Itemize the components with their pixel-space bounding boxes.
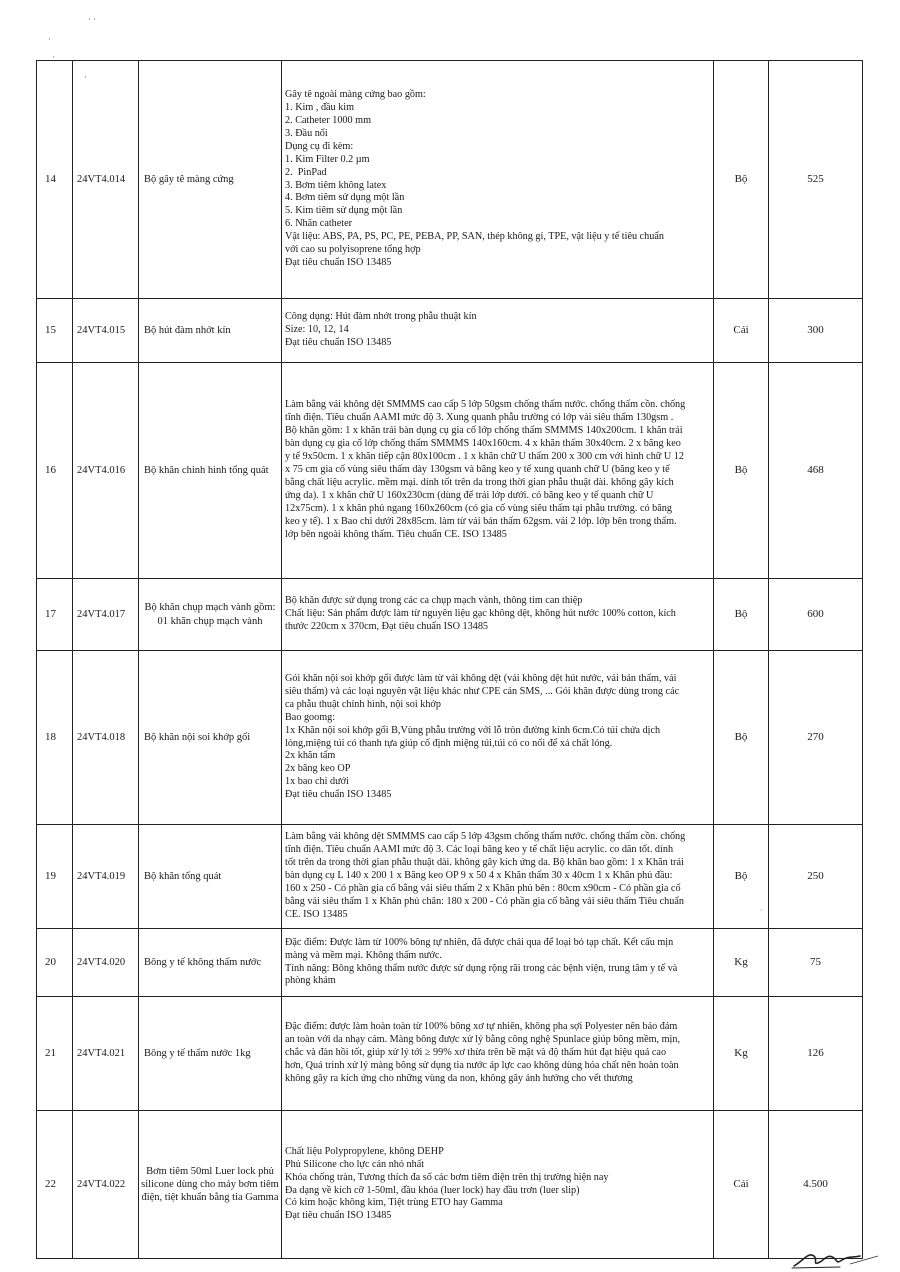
spec-line: CE. ISO 13485 [285, 908, 348, 920]
item-name: Bộ gây tê màng cứng [139, 61, 282, 299]
spec-line: siêu thấm) và các loại nguyên vật liệu khác như CPE cán SMS, ... Gói khăn được dùng trong các [285, 685, 680, 697]
item-specification [282, 1111, 714, 1259]
row-number: 17 [37, 579, 73, 651]
spec-line: Tính năng: Bông không thấm nước được sử dụng rộng rãi trong các bệnh viện, trung tâm y tế và [285, 962, 678, 974]
item-specification [282, 651, 714, 825]
spec-line: 6. Nhãn catheter [285, 218, 353, 230]
item-specification [282, 363, 714, 579]
item-quantity: 270 [769, 651, 863, 825]
scan-speck: · [52, 52, 55, 62]
spec-line: bàn dụng cụ gia cố lớp chống thấm SMMMS 140x160cm. 4 x khăn thấm 30x40cm. 2 x băng keo [285, 438, 681, 450]
spec-line: chắc và đàn hồi tốt, giúp xử lý tới ≥ 99% xơ thừa trên bề mặt và độ thấm hút đạt hiệu quả cao [285, 1047, 667, 1059]
signature-mark [790, 1244, 880, 1270]
item-code: 24VT4.020 [73, 929, 139, 997]
table-row [37, 997, 863, 1111]
item-unit: Cái [714, 299, 769, 363]
row-number: 16 [37, 363, 73, 579]
spec-line: Bộ khăn được sử dụng trong các ca chụp mạch vành, thông tim can thiệp [285, 595, 583, 607]
row-number: 21 [37, 997, 73, 1111]
scan-speck: · [760, 906, 763, 915]
spec-line: tĩnh điện. Tiêu chuẩn AAMI mức độ 3. Các loại băng keo y tế chất liệu acrylic. co dãn tốt. dính [285, 844, 674, 856]
spec-line: Làm bằng vải không dệt SMMMS cao cấp 5 lớp 50gsm chống thấm nước. chống thấm cồn. chống [285, 399, 686, 411]
spec-line: hơn, Quá trình xử lý màng bông sử dụng tia nước áp lực cao không dùng hóa chất nên hoàn toàn [285, 1059, 679, 1071]
item-unit: Bộ [714, 61, 769, 299]
item-code: 24VT4.018 [73, 651, 139, 825]
spec-line: Đạt tiêu chuẩn ISO 13485 [285, 789, 392, 801]
table-row [37, 825, 863, 929]
item-name: Bông y tế thấm nước 1kg [139, 997, 282, 1111]
spec-line: Chất liệu Polypropylene, không DEHP [285, 1145, 444, 1157]
spec-line: màng và mềm mại. Không thấm nước. [285, 949, 442, 961]
spec-line: Đạt tiêu chuẩn ISO 13485 [285, 257, 392, 269]
spec-line: ca phẫu thuật chỉnh hình, nội soi khớp [285, 698, 441, 710]
item-quantity: 126 [769, 997, 863, 1111]
scan-speck: · · [88, 14, 97, 24]
item-unit: Kg [714, 997, 769, 1111]
row-number: 19 [37, 825, 73, 929]
spec-line: tốt trên da trong thời gian phẫu thuật dài. không gây kích ứng da. Bộ khăn bao gồm: 1 x Khăn trải [285, 857, 684, 869]
spec-line: ứng da). 1 x khăn chữ U 160x230cm (dùng để trải lớp dưới. có băng keo y tế quanh chữ U [285, 489, 654, 501]
item-code: 24VT4.014 [73, 61, 139, 299]
spec-line: bằng vải siêu thấm 1 x Khăn phủ chân: 180 x 200 - Có phần gia cố bằng vải siêu thấm Tiêu chuẩn [285, 895, 684, 907]
spec-line: Đặc điểm: Được làm từ 100% bông tự nhiên, đã được chải qua để loại bỏ tạp chất. Kết cấu mịn [285, 936, 674, 948]
spec-line: với cao su polyisoprene tổng hợp [285, 244, 421, 256]
item-code: 24VT4.017 [73, 579, 139, 651]
spec-line: Có kim hoặc không kim, Tiệt trùng ETO hay Gamma [285, 1197, 503, 1209]
spec-line: lớp bên ngoài không thấm. Tiêu chuẩn CE. ISO 13485 [285, 528, 507, 540]
spec-line: keo y tế). 1 x Bao chi dưới 28x85cm. làm từ vải bán thấm 62gsm. vải 2 lớp. lớp bên trong thấm. [285, 515, 677, 527]
spec-line: Dụng cụ đi kèm: [285, 140, 354, 152]
spec-line: 1x Khăn nội soi khớp gối B,Vùng phẫu trường với lỗ tròn đường kính 6cm.Có túi chứa dịch [285, 724, 661, 736]
item-name: Bộ khăn tổng quát [139, 825, 282, 929]
item-name: Bơm tiêm 50ml Luer lock phủ silicone dùng cho máy bơm tiêm điện, tiệt khuẩn bằng tia Gamma [139, 1111, 282, 1259]
spec-line: 2x băng keo OP [285, 763, 351, 775]
row-number: 14 [37, 61, 73, 299]
spec-line: Size: 10, 12, 14 [285, 324, 349, 336]
item-quantity: 300 [769, 299, 863, 363]
spec-line: phòng khám [285, 975, 336, 987]
item-specification [282, 579, 714, 651]
item-unit: Bộ [714, 651, 769, 825]
spec-line: lỏng,miệng túi có thanh tựa giúp cố định miệng túi,túi có co nối để xả chất lỏng. [285, 737, 613, 749]
supplies-table-body [37, 61, 863, 1259]
spec-line: an toàn với da nhạy cảm. Màng bông được xử lý bằng công nghệ Spunlace giúp bông mềm, mịn, [285, 1034, 680, 1046]
table-row [37, 363, 863, 579]
supplies-table [36, 60, 863, 1259]
table-row [37, 1111, 863, 1259]
spec-line: Công dụng: Hút đàm nhớt trong phẫu thuật kín [285, 311, 477, 323]
item-specification [282, 299, 714, 363]
spec-line: 2x khăn tấm [285, 750, 336, 762]
item-quantity: 250 [769, 825, 863, 929]
item-quantity: 468 [769, 363, 863, 579]
item-code: 24VT4.019 [73, 825, 139, 929]
spec-line: 2. PinPad [285, 166, 327, 178]
spec-line: y tế 9x50cm. 1 x khăn tiếp cận 80x100cm . 1 x khăn chữ U thấm 200 x 300 cm với hình chữ U 12 [285, 451, 684, 463]
spec-line: Đa dạng về kích cỡ 1-50ml, đầu khóa (luer lock) hay đầu trơn (luer slip) [285, 1184, 580, 1196]
item-name: Bộ khăn chụp mạch vành gồm: 01 khăn chụp mạch vành [139, 579, 282, 651]
spec-line: 1. Kim , đầu kim [285, 101, 355, 113]
spec-line: Đạt tiêu chuẩn ISO 13485 [285, 1210, 392, 1222]
table-row [37, 61, 863, 299]
spec-line: 12x75cm). 1 x khăn phủ ngang 160x260cm (có gia cố vùng siêu thấm tại phẫu trường. có băng [285, 502, 672, 514]
item-unit: Bộ [714, 825, 769, 929]
scan-speck: · [48, 34, 51, 44]
table-row [37, 929, 863, 997]
spec-line: 3. Bơm tiêm không latex [285, 179, 387, 191]
spec-line: không gây ra kích ứng cho những vùng da non, không gây ảnh hưởng cho vết thương [285, 1072, 633, 1084]
item-code: 24VT4.015 [73, 299, 139, 363]
table-row [37, 579, 863, 651]
row-number: 15 [37, 299, 73, 363]
row-number: 20 [37, 929, 73, 997]
spec-line: tĩnh điện. Tiêu chuẩn AAMI mức độ 3. Xung quanh phẫu trường có lớp vải siêu thấm 130gsm . [285, 412, 674, 424]
item-specification [282, 825, 714, 929]
item-specification [282, 997, 714, 1111]
spec-line: Gói khăn nội soi khớp gối được làm từ vải không dệt (vải không dệt hút nước, vải bán thấm, vải [285, 672, 677, 684]
item-unit: Kg [714, 929, 769, 997]
item-quantity: 4.500 [769, 1111, 863, 1259]
item-name: Bộ hút đàm nhớt kín [139, 299, 282, 363]
table-row [37, 299, 863, 363]
item-unit: Bộ [714, 363, 769, 579]
spec-line: 160 x 250 - Có phần gia cố bằng vải siêu thấm 2 x Khăn phủ bên : 80cm x90cm - Có phần gia cố [285, 882, 681, 894]
spec-line: thước 220cm x 370cm, Đạt tiêu chuẩn ISO 13485 [285, 620, 489, 632]
spec-line: Vật liệu: ABS, PA, PS, PC, PE, PEBA, PP, SAN, thép không gỉ, TPE, vật liệu y tế tiêu chuẩn [285, 231, 664, 243]
spec-line: Đạt tiêu chuẩn ISO 13485 [285, 336, 392, 348]
spec-line: 1. Kim Filter 0.2 µm [285, 153, 370, 165]
item-code: 24VT4.021 [73, 997, 139, 1111]
item-specification [282, 61, 714, 299]
spec-line: 4. Bơm tiêm sử dụng một lần [285, 192, 405, 204]
row-number: 18 [37, 651, 73, 825]
item-quantity: 525 [769, 61, 863, 299]
item-unit: Cái [714, 1111, 769, 1259]
item-quantity: 600 [769, 579, 863, 651]
table-row [37, 651, 863, 825]
spec-line: Bộ khăn gồm: 1 x khăn trải bàn dụng cụ gia cố lớp chống thấm SMMMS 140x200cm. 1 khăn trải [285, 425, 683, 437]
scan-speck: · [84, 72, 87, 82]
spec-line: Phủ Silicone cho lực cản nhỏ nhất [285, 1158, 425, 1170]
item-code: 24VT4.016 [73, 363, 139, 579]
spec-line: Làm bằng vải không dệt SMMMS cao cấp 5 lớp 43gsm chống thấm nước. chống thấm cồn. chống [285, 831, 686, 843]
spec-line: bằng chất liệu acrylic. mềm mại. dính tốt trên da trong thời gian phẫu thuật dài. không gây kích [285, 476, 674, 488]
spec-line: 1x bao chi dưới [285, 776, 349, 788]
item-name: Bộ khăn nội soi khớp gối [139, 651, 282, 825]
spec-line: Đặc điểm: được làm hoàn toàn từ 100% bông xơ tự nhiên, không pha sợi Polyester nên bảo đảm [285, 1021, 678, 1033]
item-name: Bông y tế không thấm nước [139, 929, 282, 997]
spec-line: 3. Đầu nối [285, 127, 328, 139]
spec-line: x 75 cm gia cố vùng siêu thấm dày 130gsm và băng keo y tế xung quanh chữ U (băng keo y tế [285, 464, 670, 476]
spec-line: 2. Catheter 1000 mm [285, 114, 372, 126]
spec-line: 5. Kim tiêm sử dụng một lần [285, 205, 403, 217]
row-number: 22 [37, 1111, 73, 1259]
spec-line: Chất liệu: Sản phẩm được làm từ nguyên liệu gạc không dệt, không hút nước 100% cotton, kích [285, 608, 676, 620]
item-quantity: 75 [769, 929, 863, 997]
spec-line: bàn dụng cụ L 140 x 200 1 x Băng keo OP 9 x 50 4 x Khăn thấm 30 x 40cm 1 x Khăn phủ đầu: [285, 870, 673, 882]
item-name: Bộ khăn chỉnh hình tổng quát [139, 363, 282, 579]
spec-line: Gây tê ngoài màng cứng bao gồm: [285, 88, 426, 100]
item-unit: Bộ [714, 579, 769, 651]
spec-line: Bao goomg: [285, 711, 336, 723]
item-code: 24VT4.022 [73, 1111, 139, 1259]
spec-line: Khóa chống tràn, Tương thích đa số các bơm tiêm điện trên thị trường hiện nay [285, 1171, 609, 1183]
item-specification [282, 929, 714, 997]
